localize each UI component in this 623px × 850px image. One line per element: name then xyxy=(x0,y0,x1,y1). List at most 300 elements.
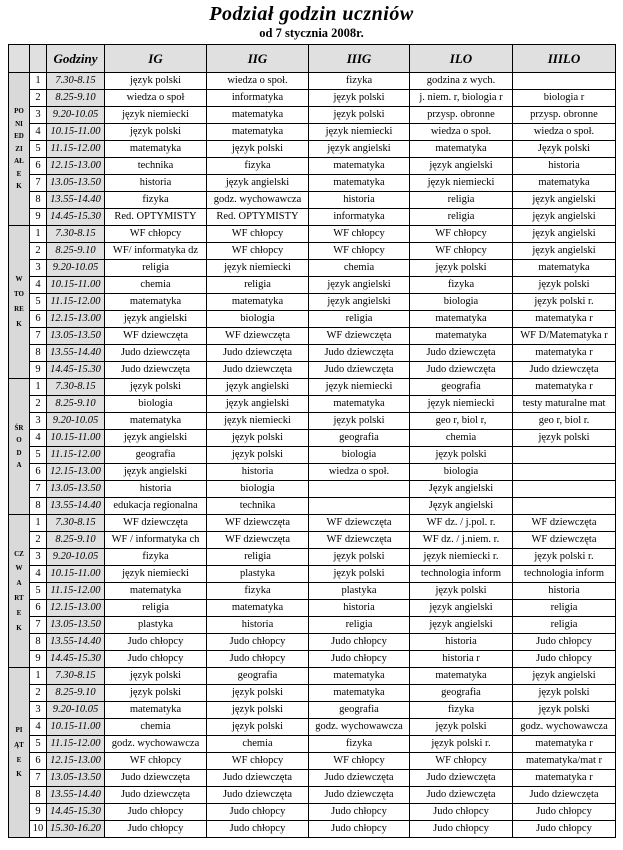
table-row xyxy=(9,192,616,209)
table-row xyxy=(9,481,616,498)
subject-cell-ig: język niemiecki xyxy=(105,107,207,124)
subject-cell-ig: Judo chłopcy xyxy=(105,634,207,651)
header-row xyxy=(9,45,616,73)
subject-cell-iiilo: godz. wychowawcza xyxy=(513,719,616,736)
subject-cell-ilo: język niemiecki xyxy=(410,175,513,192)
subject-cell-iiig xyxy=(309,481,410,498)
day-label-cell xyxy=(9,379,30,515)
lesson-time: 8.25-9.10 xyxy=(47,90,105,107)
subject-cell-iig: technika xyxy=(207,498,309,515)
subject-cell-iiilo xyxy=(513,464,616,481)
subject-cell-iiilo: język polski xyxy=(513,702,616,719)
subject-cell-iig: fizyka xyxy=(207,583,309,600)
subject-cell-iiig: Judo chłopcy xyxy=(309,821,410,838)
subject-cell-iig: historia xyxy=(207,464,309,481)
subject-cell-ilo: WF dz. / j.pol. r. xyxy=(410,515,513,532)
subject-cell-iig: chemia xyxy=(207,736,309,753)
table-row xyxy=(9,464,616,481)
lesson-number: 2 xyxy=(30,396,47,413)
lesson-number: 8 xyxy=(30,498,47,515)
lesson-time: 12.15-13.00 xyxy=(47,311,105,328)
subject-cell-ilo: Judo chłopcy xyxy=(410,821,513,838)
subject-cell-ilo: godzina z wych. xyxy=(410,73,513,90)
lesson-time: 12.15-13.00 xyxy=(47,158,105,175)
subject-cell-ilo: język angielski xyxy=(410,617,513,634)
subject-cell-iiig: język polski xyxy=(309,566,410,583)
table-row xyxy=(9,566,616,583)
subject-cell-iig: Judo chłopcy xyxy=(207,634,309,651)
lesson-number: 9 xyxy=(30,209,47,226)
subject-cell-ig: język niemiecki xyxy=(105,566,207,583)
subject-cell-ilo: technologia inform xyxy=(410,566,513,583)
header-hours: Godziny xyxy=(47,45,105,73)
subject-cell-ig: matematyka xyxy=(105,141,207,158)
subject-cell-ilo: biologia xyxy=(410,294,513,311)
table-row xyxy=(9,532,616,549)
subject-cell-iiilo: język angielski xyxy=(513,668,616,685)
subject-cell-ilo: geografia xyxy=(410,379,513,396)
subject-cell-iig: język angielski xyxy=(207,396,309,413)
subject-cell-iiig: historia xyxy=(309,600,410,617)
table-row xyxy=(9,549,616,566)
table-row xyxy=(9,158,616,175)
table-row xyxy=(9,396,616,413)
subject-cell-ilo: język polski r. xyxy=(410,736,513,753)
table-row xyxy=(9,413,616,430)
subject-cell-ilo: geo r, biol r, xyxy=(410,413,513,430)
lesson-number: 4 xyxy=(30,124,47,141)
day-label-cell xyxy=(9,668,30,838)
lesson-time: 11.15-12.00 xyxy=(47,447,105,464)
subject-cell-iiilo: Język polski xyxy=(513,141,616,158)
lesson-number: 1 xyxy=(30,226,47,243)
lesson-time: 12.15-13.00 xyxy=(47,600,105,617)
subject-cell-iiig: język polski xyxy=(309,90,410,107)
subject-cell-ig: Judo dziewczęta xyxy=(105,345,207,362)
lesson-number: 2 xyxy=(30,685,47,702)
subject-cell-iiig: matematyka xyxy=(309,668,410,685)
lesson-number: 5 xyxy=(30,294,47,311)
subject-cell-ilo: matematyka xyxy=(410,141,513,158)
subject-cell-iig: Judo dziewczęta xyxy=(207,787,309,804)
subject-cell-iiig: wiedza o społ. xyxy=(309,464,410,481)
page-title: Podział godzin uczniów xyxy=(209,3,414,25)
subject-cell-iiilo xyxy=(513,481,616,498)
subject-cell-iig: biologia xyxy=(207,481,309,498)
lesson-time: 13.05-13.50 xyxy=(47,481,105,498)
subject-cell-ilo: matematyka xyxy=(410,668,513,685)
subject-cell-iiig: matematyka xyxy=(309,175,410,192)
table-row xyxy=(9,362,616,379)
subject-cell-iig: język angielski xyxy=(207,175,309,192)
table-row xyxy=(9,515,616,532)
subject-cell-ilo: j. niem. r, biologia r xyxy=(410,90,513,107)
timetable-body xyxy=(9,73,616,838)
subject-cell-iig: matematyka xyxy=(207,107,309,124)
subject-cell-ilo: Język angielski xyxy=(410,481,513,498)
subject-cell-iig: fizyka xyxy=(207,158,309,175)
lesson-number: 7 xyxy=(30,481,47,498)
subject-cell-iiig: język angielski xyxy=(309,294,410,311)
header-class-iiig: IIIG xyxy=(309,45,410,73)
subject-cell-ig: WF chłopcy xyxy=(105,753,207,770)
subject-cell-iiig: matematyka xyxy=(309,158,410,175)
lesson-time: 13.05-13.50 xyxy=(47,617,105,634)
subject-cell-iig: Judo chłopcy xyxy=(207,821,309,838)
lesson-time: 13.05-13.50 xyxy=(47,175,105,192)
subject-cell-iiilo: testy maturalne mat xyxy=(513,396,616,413)
header-class-ilo: ILO xyxy=(410,45,513,73)
subject-cell-ig: WF dziewczęta xyxy=(105,515,207,532)
day-name: CZWARTEK xyxy=(14,549,24,632)
table-row xyxy=(9,668,616,685)
lesson-number: 5 xyxy=(30,736,47,753)
lesson-time: 10.15-11.00 xyxy=(47,430,105,447)
subject-cell-iiilo: język angielski xyxy=(513,243,616,260)
subject-cell-iig: język niemiecki xyxy=(207,413,309,430)
page-subtitle: od 7 stycznia 2008r. xyxy=(259,26,364,40)
lesson-time: 13.05-13.50 xyxy=(47,328,105,345)
subject-cell-iig: WF chłopcy xyxy=(207,243,309,260)
subject-cell-iiilo: matematyka r xyxy=(513,311,616,328)
lesson-number: 7 xyxy=(30,617,47,634)
timetable xyxy=(8,44,616,838)
table-row xyxy=(9,226,616,243)
subject-cell-ilo: język niemiecki xyxy=(410,396,513,413)
subject-cell-iiig: Judo dziewczęta xyxy=(309,770,410,787)
lesson-time: 9.20-10.05 xyxy=(47,107,105,124)
subject-cell-iiilo: język polski xyxy=(513,685,616,702)
subject-cell-iiilo: matematyka/mat r xyxy=(513,753,616,770)
subject-cell-ig: godz. wychowawcza xyxy=(105,736,207,753)
subject-cell-iiilo: Judo chłopcy xyxy=(513,804,616,821)
subject-cell-iig: Judo dziewczęta xyxy=(207,345,309,362)
subject-cell-iiig: WF chłopcy xyxy=(309,243,410,260)
subject-cell-iiilo xyxy=(513,447,616,464)
subject-cell-iiig: WF chłopcy xyxy=(309,753,410,770)
subject-cell-iig: godz. wychowawcza xyxy=(207,192,309,209)
lesson-time: 9.20-10.05 xyxy=(47,413,105,430)
subject-cell-ig: religia xyxy=(105,600,207,617)
subject-cell-ig: język angielski xyxy=(105,430,207,447)
subject-cell-iig: WF chłopcy xyxy=(207,226,309,243)
lesson-number: 5 xyxy=(30,141,47,158)
day-label-cell xyxy=(9,515,30,668)
table-row xyxy=(9,685,616,702)
lesson-number: 10 xyxy=(30,821,47,838)
table-row xyxy=(9,124,616,141)
lesson-time: 15.30-16.20 xyxy=(47,821,105,838)
subject-cell-iiig: Judo dziewczęta xyxy=(309,787,410,804)
lesson-number: 1 xyxy=(30,379,47,396)
subject-cell-iiig: fizyka xyxy=(309,736,410,753)
subject-cell-iig: WF dziewczęta xyxy=(207,328,309,345)
lesson-time: 13.55-14.40 xyxy=(47,787,105,804)
subject-cell-ilo: biologia xyxy=(410,464,513,481)
table-row xyxy=(9,141,616,158)
lesson-time: 9.20-10.05 xyxy=(47,702,105,719)
table-row xyxy=(9,600,616,617)
subject-cell-ilo: język niemiecki r. xyxy=(410,549,513,566)
subject-cell-ig: technika xyxy=(105,158,207,175)
table-row xyxy=(9,753,616,770)
subject-cell-iiig: Judo chłopcy xyxy=(309,634,410,651)
subject-cell-ig: geografia xyxy=(105,447,207,464)
subject-cell-iiilo: geo r, biol r. xyxy=(513,413,616,430)
table-row xyxy=(9,617,616,634)
lesson-number: 4 xyxy=(30,566,47,583)
lesson-time: 12.15-13.00 xyxy=(47,464,105,481)
subject-cell-iiig: godz. wychowawcza xyxy=(309,719,410,736)
subject-cell-iiilo xyxy=(513,73,616,90)
subject-cell-iiig: Judo dziewczęta xyxy=(309,362,410,379)
table-row xyxy=(9,209,616,226)
lesson-time: 10.15-11.00 xyxy=(47,566,105,583)
subject-cell-iig: Judo dziewczęta xyxy=(207,362,309,379)
subject-cell-iig: WF dziewczęta xyxy=(207,532,309,549)
lesson-number: 8 xyxy=(30,345,47,362)
subject-cell-iig: plastyka xyxy=(207,566,309,583)
lesson-number: 6 xyxy=(30,311,47,328)
lesson-time: 8.25-9.10 xyxy=(47,685,105,702)
lesson-time: 11.15-12.00 xyxy=(47,294,105,311)
subject-cell-ilo: fizyka xyxy=(410,702,513,719)
lesson-number: 9 xyxy=(30,804,47,821)
subject-cell-ilo: język polski xyxy=(410,260,513,277)
subject-cell-iiig: fizyka xyxy=(309,73,410,90)
subject-cell-ilo: Judo dziewczęta xyxy=(410,770,513,787)
lesson-time: 14.45-15.30 xyxy=(47,804,105,821)
table-row xyxy=(9,107,616,124)
lesson-time: 9.20-10.05 xyxy=(47,549,105,566)
lesson-number: 5 xyxy=(30,447,47,464)
subject-cell-ilo: WF chłopcy xyxy=(410,753,513,770)
subject-cell-ilo: chemia xyxy=(410,430,513,447)
subject-cell-iiilo: matematyka xyxy=(513,175,616,192)
subject-cell-ilo: język polski xyxy=(410,447,513,464)
subject-cell-ilo: geografia xyxy=(410,685,513,702)
subject-cell-iig: język polski xyxy=(207,685,309,702)
table-row xyxy=(9,651,616,668)
subject-cell-ilo: WF chłopcy xyxy=(410,226,513,243)
subject-cell-iiig: biologia xyxy=(309,447,410,464)
lesson-number: 4 xyxy=(30,719,47,736)
lesson-number: 6 xyxy=(30,753,47,770)
subject-cell-ilo: Judo dziewczęta xyxy=(410,787,513,804)
lesson-number: 1 xyxy=(30,73,47,90)
lesson-number: 3 xyxy=(30,413,47,430)
lesson-number: 3 xyxy=(30,702,47,719)
subject-cell-iiig: Judo chłopcy xyxy=(309,651,410,668)
lesson-number: 7 xyxy=(30,770,47,787)
subject-cell-ig: język angielski xyxy=(105,311,207,328)
subject-cell-iig: język polski xyxy=(207,430,309,447)
lesson-time: 10.15-11.00 xyxy=(47,124,105,141)
lesson-time: 7.30-8.15 xyxy=(47,515,105,532)
table-row xyxy=(9,260,616,277)
subject-cell-iig: język polski xyxy=(207,719,309,736)
subject-cell-iiilo: język polski r. xyxy=(513,294,616,311)
subject-cell-ilo: język polski xyxy=(410,719,513,736)
subject-cell-iiig: Judo dziewczęta xyxy=(309,345,410,362)
subject-cell-iiig: język angielski xyxy=(309,277,410,294)
lesson-time: 14.45-15.30 xyxy=(47,209,105,226)
subject-cell-iiig: historia xyxy=(309,192,410,209)
lesson-number: 6 xyxy=(30,158,47,175)
lesson-number: 3 xyxy=(30,260,47,277)
lesson-time: 8.25-9.10 xyxy=(47,396,105,413)
lesson-time: 8.25-9.10 xyxy=(47,243,105,260)
subject-cell-iiig: WF chłopcy xyxy=(309,226,410,243)
subject-cell-iiig: język angielski xyxy=(309,141,410,158)
subject-cell-iiilo: matematyka r xyxy=(513,379,616,396)
lesson-number: 4 xyxy=(30,277,47,294)
day-label-cell xyxy=(9,73,30,226)
subject-cell-iiig: religia xyxy=(309,617,410,634)
table-row xyxy=(9,430,616,447)
table-row xyxy=(9,277,616,294)
subject-cell-iig: biologia xyxy=(207,311,309,328)
subject-cell-iiig: plastyka xyxy=(309,583,410,600)
lesson-time: 8.25-9.10 xyxy=(47,532,105,549)
subject-cell-ilo: religia xyxy=(410,209,513,226)
subject-cell-iig: język polski xyxy=(207,702,309,719)
subject-cell-ig: chemia xyxy=(105,719,207,736)
subject-cell-iiig: WF dziewczęta xyxy=(309,532,410,549)
subject-cell-iiig: język polski xyxy=(309,107,410,124)
subject-cell-iiig: geografia xyxy=(309,702,410,719)
lesson-number: 9 xyxy=(30,362,47,379)
subject-cell-iig: Judo chłopcy xyxy=(207,804,309,821)
subject-cell-ilo: religia xyxy=(410,192,513,209)
table-row xyxy=(9,379,616,396)
lesson-time: 7.30-8.15 xyxy=(47,73,105,90)
day-name: ŚRODA xyxy=(14,423,24,469)
lesson-time: 13.55-14.40 xyxy=(47,634,105,651)
subject-cell-ig: historia xyxy=(105,481,207,498)
table-row xyxy=(9,719,616,736)
day-label-cell xyxy=(9,226,30,379)
lesson-number: 5 xyxy=(30,583,47,600)
subject-cell-ilo: Judo chłopcy xyxy=(410,804,513,821)
subject-cell-ilo: historia xyxy=(410,634,513,651)
subject-cell-iiilo: WF dziewczęta xyxy=(513,532,616,549)
subject-cell-ilo: Judo dziewczęta xyxy=(410,345,513,362)
subject-cell-iiilo: Judo dziewczęta xyxy=(513,362,616,379)
subject-cell-iiilo: matematyka r xyxy=(513,770,616,787)
subject-cell-ilo: fizyka xyxy=(410,277,513,294)
subject-cell-ig: Judo dziewczęta xyxy=(105,770,207,787)
subject-cell-iig: język polski xyxy=(207,447,309,464)
subject-cell-iiig: WF dziewczęta xyxy=(309,515,410,532)
subject-cell-iiig: geografia xyxy=(309,430,410,447)
subject-cell-iiilo: język angielski xyxy=(513,209,616,226)
subject-cell-iig: religia xyxy=(207,277,309,294)
subject-cell-iiilo: wiedza o społ. xyxy=(513,124,616,141)
lesson-time: 7.30-8.15 xyxy=(47,226,105,243)
subject-cell-ilo: język angielski xyxy=(410,600,513,617)
subject-cell-iig: Judo dziewczęta xyxy=(207,770,309,787)
subject-cell-ig: matematyka xyxy=(105,294,207,311)
table-row xyxy=(9,702,616,719)
subject-cell-iig: geografia xyxy=(207,668,309,685)
subject-cell-iiilo: język polski xyxy=(513,277,616,294)
subject-cell-ig: język polski xyxy=(105,379,207,396)
subject-cell-ig: język angielski xyxy=(105,464,207,481)
day-name: WTOREK xyxy=(14,275,24,328)
subject-cell-iiig: matematyka xyxy=(309,685,410,702)
subject-cell-iig: informatyka xyxy=(207,90,309,107)
table-row xyxy=(9,175,616,192)
header-blank-day xyxy=(9,45,30,73)
lesson-number: 2 xyxy=(30,532,47,549)
subject-cell-iiilo: religia xyxy=(513,600,616,617)
table-row xyxy=(9,447,616,464)
subject-cell-iiilo: Judo chłopcy xyxy=(513,821,616,838)
subject-cell-ig: język polski xyxy=(105,685,207,702)
subject-cell-iig: matematyka xyxy=(207,600,309,617)
subject-cell-ilo: matematyka xyxy=(410,311,513,328)
table-row xyxy=(9,804,616,821)
subject-cell-ig: edukacja regionalna xyxy=(105,498,207,515)
lesson-number: 3 xyxy=(30,549,47,566)
lesson-number: 8 xyxy=(30,634,47,651)
lesson-number: 1 xyxy=(30,668,47,685)
header-class-ig: IG xyxy=(105,45,207,73)
table-row xyxy=(9,73,616,90)
subject-cell-ilo: Język angielski xyxy=(410,498,513,515)
subject-cell-ig: WF/ informatyka dz xyxy=(105,243,207,260)
subject-cell-iiig: chemia xyxy=(309,260,410,277)
lesson-time: 7.30-8.15 xyxy=(47,379,105,396)
lesson-time: 11.15-12.00 xyxy=(47,141,105,158)
subject-cell-iiig: religia xyxy=(309,311,410,328)
table-row xyxy=(9,634,616,651)
subject-cell-ig: WF chłopcy xyxy=(105,226,207,243)
subject-cell-ig: matematyka xyxy=(105,413,207,430)
lesson-number: 1 xyxy=(30,515,47,532)
subject-cell-ig: język polski xyxy=(105,124,207,141)
subject-cell-ig: WF / informatyka ch xyxy=(105,532,207,549)
lesson-time: 14.45-15.30 xyxy=(47,651,105,668)
subject-cell-iig: religia xyxy=(207,549,309,566)
subject-cell-ig: fizyka xyxy=(105,549,207,566)
subject-cell-iiilo xyxy=(513,498,616,515)
subject-cell-iiilo: historia xyxy=(513,158,616,175)
subject-cell-iig: historia xyxy=(207,617,309,634)
subject-cell-iiig: język niemiecki xyxy=(309,379,410,396)
lesson-time: 14.45-15.30 xyxy=(47,362,105,379)
lesson-time: 13.55-14.40 xyxy=(47,192,105,209)
subject-cell-iiig: informatyka xyxy=(309,209,410,226)
table-row xyxy=(9,311,616,328)
lesson-time: 9.20-10.05 xyxy=(47,260,105,277)
subject-cell-iiilo: język polski xyxy=(513,430,616,447)
subject-cell-ig: WF dziewczęta xyxy=(105,328,207,345)
subject-cell-ig: chemia xyxy=(105,277,207,294)
subject-cell-iiig xyxy=(309,498,410,515)
subject-cell-ig: Judo dziewczęta xyxy=(105,362,207,379)
lesson-time: 7.30-8.15 xyxy=(47,668,105,685)
subject-cell-iiig: język niemiecki xyxy=(309,124,410,141)
subject-cell-iig: wiedza o społ. xyxy=(207,73,309,90)
subject-cell-iiig: Judo chłopcy xyxy=(309,804,410,821)
lesson-number: 7 xyxy=(30,328,47,345)
subject-cell-ilo: matematyka xyxy=(410,328,513,345)
subject-cell-iiilo: religia xyxy=(513,617,616,634)
subject-cell-iig: WF chłopcy xyxy=(207,753,309,770)
subject-cell-ig: religia xyxy=(105,260,207,277)
